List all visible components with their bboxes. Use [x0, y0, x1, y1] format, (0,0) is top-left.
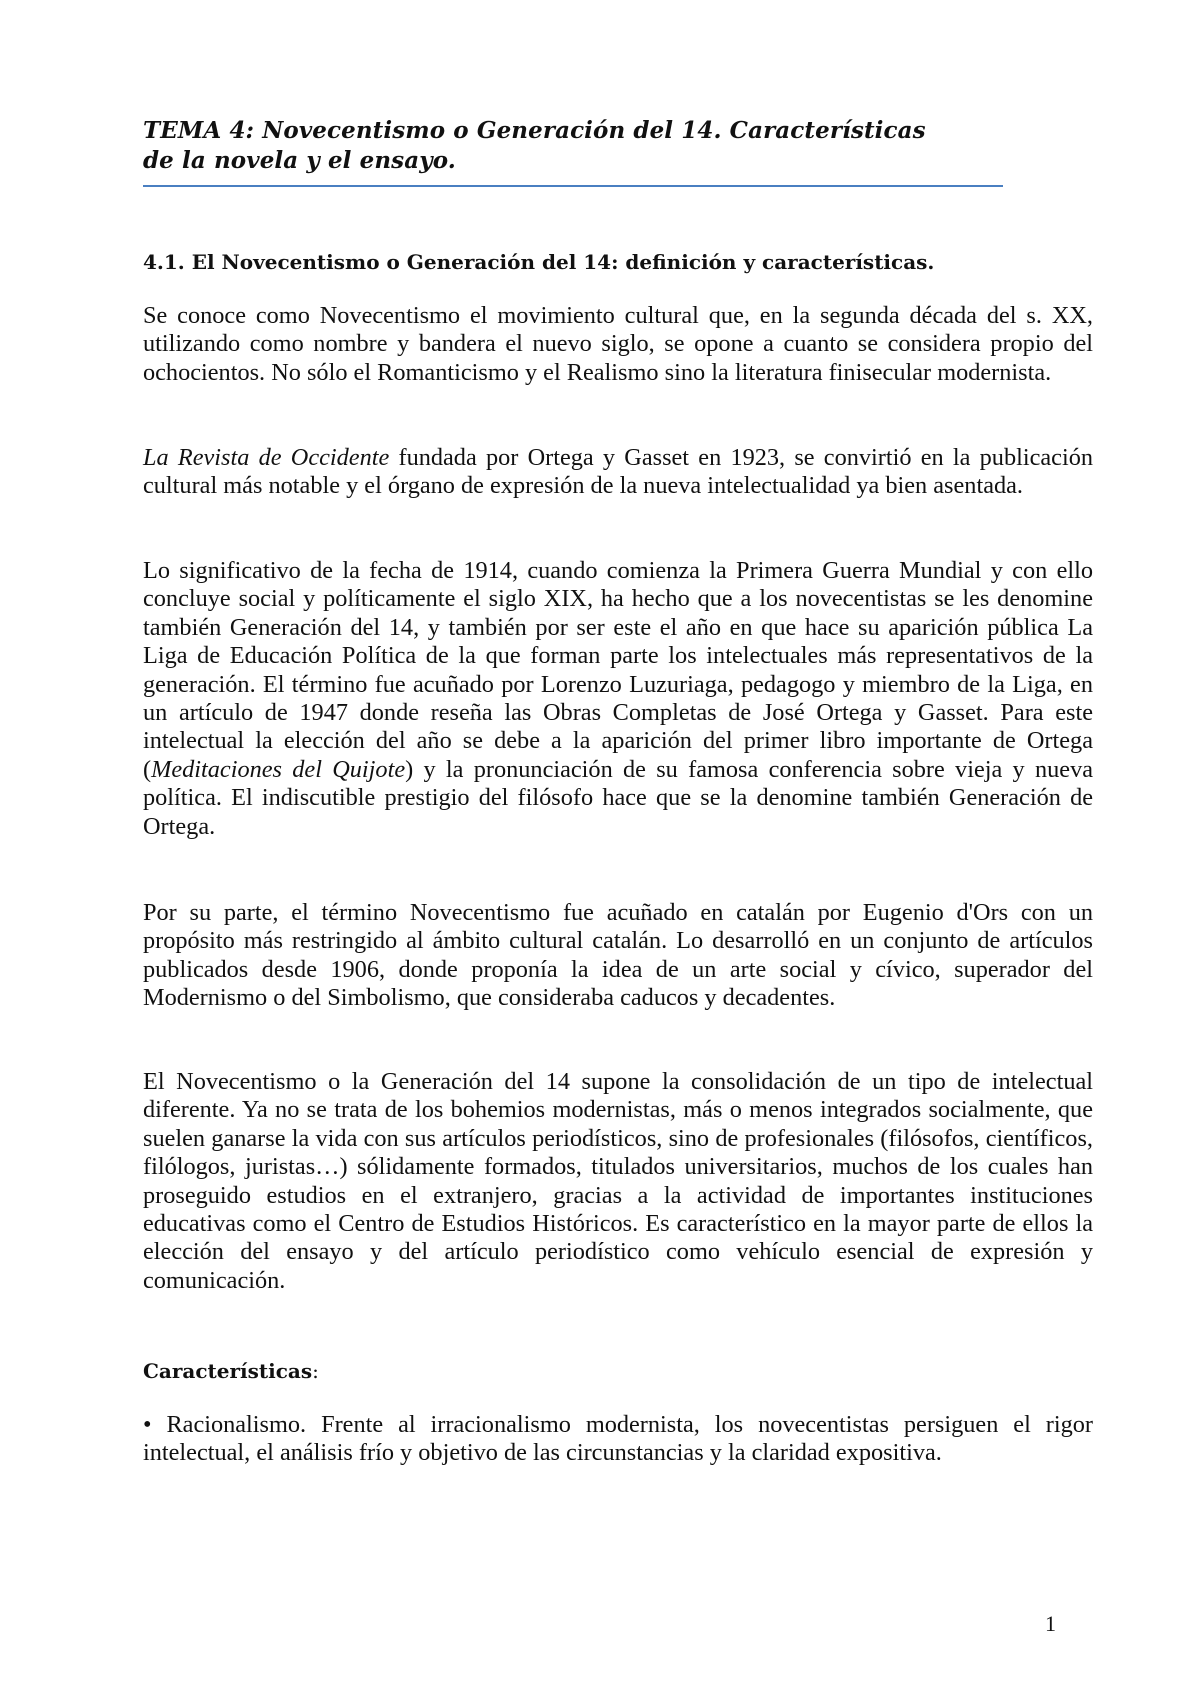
paragraph-1914-text-a: Lo significativo de la fecha de 1914, cuando comienza la Primera Guerra Mundial y con ello concluye social y políticamente el siglo XIX, ha hecho que a los novecentistas se les denomine también Generación del 14, y también por ser este el año en que hace su aparición pública La Liga de Educación Política de la que forman parte los intelectuales más representativos de la generación. El término fue acuñado por Lorenzo Luzuriaga, pedagogo y miembro de la Liga, en un artículo de 1947 donde reseña las Obras Completas de José Ortega y Gasset. Para este intelectual la elección del año se debe a la aparición del primer libro importante de Ortega ( — [143, 557, 1093, 783]
paragraph-1914 — [143, 557, 1093, 841]
document-page — [143, 0, 1093, 1694]
bullet-rationalism — [143, 1411, 1093, 1468]
paragraph-definition: Se conoce como Novecentismo el movimiento cultural que, en la segunda década del s. XX, utilizando como nombre y bandera el nuevo siglo, se opone a cuanto se considera propio del ochocientos. No sólo el Romanticismo y el Realismo sino la literatura finisecular modernista. — [143, 302, 1093, 386]
title-block — [143, 116, 1003, 176]
paragraph-revista-text: fundada por Ortega y Gasset en 1923, se convirtió en la publicación cultural más notable y el órgano de expresión de la nueva intelectualidad ya bien asentada. — [143, 444, 1093, 500]
paragraph-1914-text-b: ) y la pronunciación de su famosa conferencia sobre vieja y nueva política. El indiscutible prestigio del filósofo hace que se la denomine también Generación de Ortega. — [143, 755, 1094, 840]
bullet-icon: • — [143, 1411, 152, 1438]
paragraph-revista — [143, 444, 1093, 501]
title-line-2: de la novela y el ensayo. — [143, 147, 456, 174]
characteristics-colon: : — [312, 1359, 319, 1383]
title-line-1: TEMA 4: Novecentismo o Generación del 14. Características — [143, 117, 926, 144]
meditaciones-title: Meditaciones del Quijote — [151, 755, 406, 783]
paragraph-dors: Por su parte, el término Novecentismo fue acuñado en catalán por Eugenio d'Ors con un propósito más restringido al ámbito cultural catalán. Lo desarrolló en un conjunto de artículos publicados desde 1906, donde proponía la idea de un arte social y cívico, superador del Modernismo o del Simbolismo, que consideraba caducos y decadentes. — [143, 899, 1093, 1012]
characteristics-heading — [143, 1357, 319, 1385]
paragraph-intellectual: El Novecentismo o la Generación del 14 supone la consolidación de un tipo de intelectual diferente. Ya no se trata de los bohemios modernistas, más o menos integrados socialmente, que suelen ganarse la vida con sus artículos periodísticos, sino de profesionales (filósofos, científicos, filólogos, juristas…) sólidamente formados, titulados universitarios, muchos de los cuales han proseguido estudios en el extranjero, gracias a la actividad de importantes instituciones educativas como el Centro de Estudios Históricos. Es característico en la mayor parte de ellos la elección del ensayo y del artículo periodístico como vehículo esencial de expresión y comunicación. — [143, 1068, 1093, 1294]
section-heading: 4.1. El Novecentismo o Generación del 14: definición y características. — [143, 250, 935, 274]
bullet-rationalism-text: Racionalismo. Frente al irracionalismo modernista, los novecentistas persiguen el rigor intelectual, el análisis frío y objetivo de las circunstancias y la claridad expositiva. — [143, 1411, 1093, 1467]
title-underline-rule — [143, 185, 1003, 187]
revista-title: La Revista de Occidente — [143, 444, 390, 471]
page-number: 1 — [1045, 1611, 1056, 1636]
characteristics-label: Características — [143, 1359, 313, 1383]
page-title — [143, 116, 1003, 176]
